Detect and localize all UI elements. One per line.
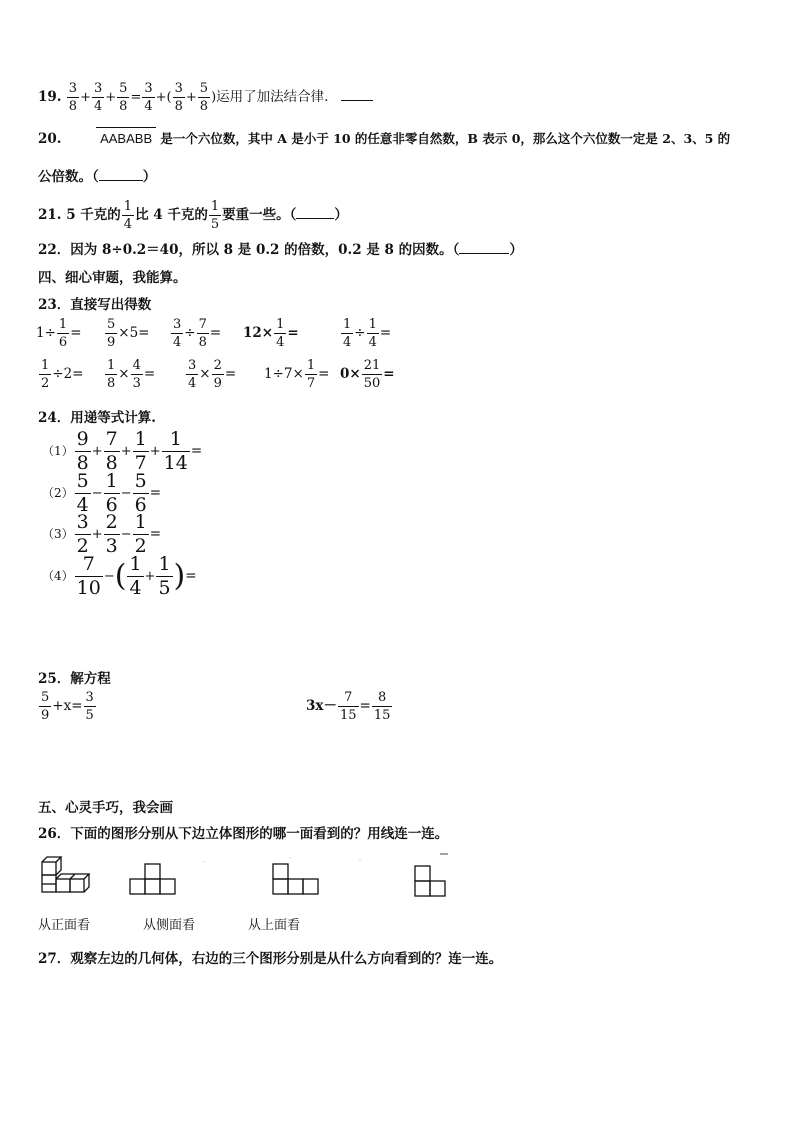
q23-item: $\frac{1}{4}$ ÷ $\frac{1}{4}$ = [343, 317, 392, 350]
q24-part-2: （2） $\frac{5}{4}$ − $\frac{1}{6}$ − $\frac{5}{6}$ = [42, 470, 162, 516]
question-25-title: 25．解方程 [38, 671, 111, 687]
fraction: $\frac{5}{8}$ [119, 81, 128, 114]
fraction: $\frac{9}{8}$ [76, 428, 89, 474]
question-text: 5 千克的 [66, 207, 121, 223]
question-20-continued [38, 168, 156, 185]
fraction: $\frac{3}{4}$ [144, 81, 153, 114]
close-paren: ） [509, 242, 523, 258]
question-27-title: 27．观察左边的几何体，右边的三个图形分别是从什么方向看到的？连一连。 [38, 951, 503, 967]
fraction: $\frac{21}{50}$ [363, 358, 381, 391]
view-label-front: 从正面看 [38, 918, 91, 933]
q24-part-1: （1） $\frac{9}{8}$ + $\frac{7}{8}$ + $\frac{1}{7}$ + $\frac{1}{14}$ = [42, 428, 203, 474]
question-text: 22．因为 8÷0.2＝40，所以 8 是 0.2 的倍数，0.2 是 8 的因数。（ [38, 242, 460, 258]
q24-part-4: （4） $\frac{7}{10}$ −( $\frac{1}{4}$ + $\frac{1}{5}$ )= [42, 553, 197, 599]
fraction: $\frac{1}{4}$ [343, 317, 352, 350]
question-text: 公倍数。（ [38, 169, 99, 185]
fraction: $\frac{5}{8}$ [199, 81, 209, 114]
question-19: 19. $\frac{3}{8}$ + $\frac{3}{4}$ + $\frac{5}{8}$ = $\frac{3}{4}$ +( $\frac{3}{8}$ + $\frac{5}{8}$ )运用了加法结合律. [38, 82, 373, 113]
fraction: $\frac{5}{4}$ [76, 470, 89, 516]
scan-dots [200, 852, 450, 868]
view-drawing-3 [414, 864, 448, 900]
section-heading-4: 四、细心审题，我能算。 [38, 270, 187, 286]
question-number: 19. [38, 89, 62, 105]
q23-item: $\frac{3}{4}$ ÷ $\frac{7}{8}$ = [173, 317, 222, 350]
question-24-title: 24．用递等式计算. [38, 410, 156, 426]
fraction: $\frac{3}{5}$ [85, 690, 94, 723]
fraction: $\frac{1}{4}$ [123, 199, 133, 232]
fraction: $\frac{5}{9}$ [107, 317, 116, 350]
q23-item: $\frac{1}{8}$ × $\frac{4}{3}$ = [107, 358, 156, 391]
fraction: $\frac{1}{4}$ [368, 317, 377, 350]
q24-part-3: （3） $\frac{3}{2}$ + $\frac{2}{3}$ − $\frac{1}{2}$ = [42, 511, 162, 557]
fraction: $\frac{1}{2}$ [41, 358, 50, 391]
question-20 [38, 127, 730, 147]
fraction: $\frac{1}{7}$ [306, 358, 316, 391]
question-number: 21. [38, 207, 62, 223]
section-heading-5: 五、心灵手巧，我会画 [38, 800, 173, 816]
equation-2: 3x－ $\frac{7}{15}$ = $\frac{8}{15}$ [306, 690, 391, 723]
fraction: $\frac{8}{15}$ [373, 690, 391, 723]
close-paren: ） [142, 169, 157, 185]
view-label-side: 从侧面看 [143, 918, 196, 933]
fraction: $\frac{1}{2}$ [134, 511, 147, 557]
q23-item: $\frac{1}{2}$ ÷2= [41, 358, 84, 391]
question-21 [38, 200, 348, 231]
q23-item: $\frac{5}{9}$ ×5= [107, 317, 150, 350]
fraction: $\frac{5}{9}$ [41, 690, 50, 723]
fraction: $\frac{1}{5}$ [158, 553, 171, 599]
fraction: $\frac{1}{6}$ [58, 317, 68, 350]
answer-blank[interactable] [99, 168, 143, 181]
q23-item: 1÷ $\frac{1}{6}$ = [36, 317, 82, 350]
question-text: 要重一些。（ [222, 207, 297, 223]
question-text: 运用了加法结合律. [216, 89, 329, 105]
fraction: $\frac{3}{4}$ [173, 317, 182, 350]
question-22 [38, 241, 523, 258]
q23-item: 0× $\frac{21}{50}$ = [340, 358, 395, 391]
fraction: $\frac{1}{7}$ [134, 428, 147, 474]
fraction: $\frac{3}{8}$ [68, 81, 78, 114]
question-23-title: 23．直接写出得数 [38, 297, 152, 313]
answer-blank[interactable] [296, 206, 334, 219]
view-label-top: 从上面看 [248, 918, 301, 933]
q23-item: 12× $\frac{1}{4}$ = [243, 317, 299, 350]
answer-blank[interactable] [459, 241, 509, 254]
fraction: $\frac{2}{9}$ [213, 358, 222, 391]
fraction: $\frac{1}{4}$ [276, 317, 285, 350]
fraction: $\frac{7}{10}$ [76, 553, 101, 599]
question-text: 是一个六位数，其中 A 是小于 10 的任意非零自然数，B 表示 0，那么这个六位数一定是 2、3、5 的 [160, 131, 731, 146]
fraction: $\frac{1}{5}$ [210, 199, 220, 232]
close-paren: ） [334, 207, 348, 223]
fraction: $\frac{7}{8}$ [198, 317, 207, 350]
fraction: $\frac{2}{3}$ [105, 511, 118, 557]
question-text: 比 4 千克的 [135, 207, 208, 223]
fraction: $\frac{3}{4}$ [188, 358, 197, 391]
answer-blank[interactable] [341, 88, 373, 101]
fraction: $\frac{7}{15}$ [339, 690, 357, 723]
fraction: $\frac{1}{14}$ [163, 428, 188, 474]
fraction: $\frac{4}{3}$ [132, 358, 141, 391]
view-drawing-2 [272, 862, 320, 898]
q23-item: $\frac{3}{4}$ × $\frac{2}{9}$ = [188, 358, 237, 391]
3d-block-solid [38, 856, 102, 898]
fraction: $\frac{1}{6}$ [105, 470, 118, 516]
equation-1: $\frac{5}{9}$ +x= $\frac{3}{5}$ [41, 690, 94, 723]
fraction: $\frac{5}{6}$ [134, 470, 147, 516]
question-26-title: 26．下面的图形分别从下边立体图形的哪一面看到的？用线连一连。 [38, 826, 449, 842]
view-drawing-1 [129, 862, 177, 898]
fraction: $\frac{7}{8}$ [105, 428, 118, 474]
fraction: $\frac{1}{8}$ [107, 358, 116, 391]
question-number: 20. [38, 131, 62, 147]
fraction: $\frac{3}{4}$ [93, 81, 103, 114]
q23-item: 1÷7× $\frac{1}{7}$ = [264, 358, 330, 391]
fraction: $\frac{1}{4}$ [129, 553, 142, 599]
fraction: $\frac{3}{2}$ [76, 511, 89, 557]
overlined-number: AABABB [96, 127, 156, 145]
fraction: $\frac{3}{8}$ [174, 81, 183, 114]
